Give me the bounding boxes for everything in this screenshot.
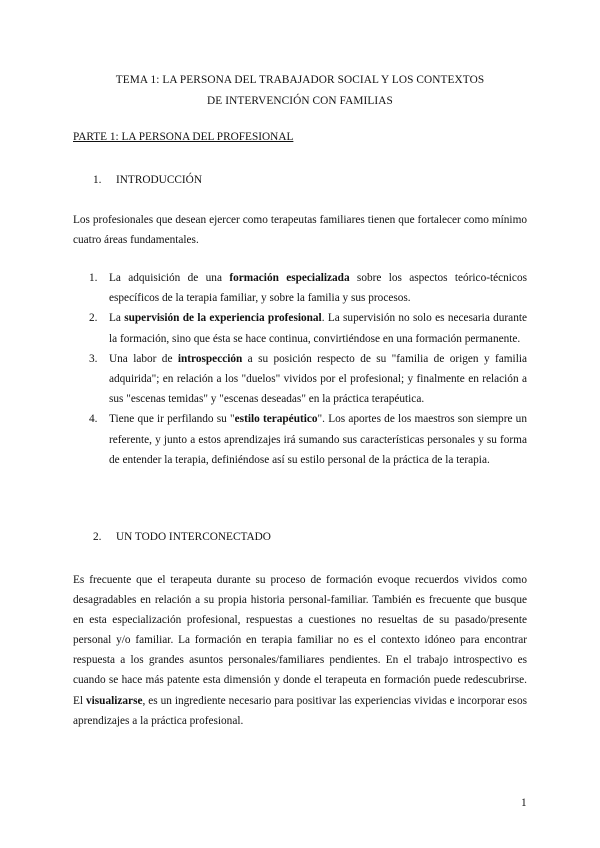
section-number: 2. bbox=[93, 531, 102, 543]
paragraph-bold: visualizarse bbox=[86, 694, 143, 707]
list-item-text: sobre los aspectos teórico-técnicos específicos de la terapia familiar, y sobre la familia y sus procesos. bbox=[109, 272, 527, 305]
document-title bbox=[73, 70, 527, 112]
list-item bbox=[89, 349, 527, 410]
section-label: INTRODUCCIÓN bbox=[116, 174, 202, 186]
list-item-bold: formación especializada bbox=[229, 272, 350, 284]
document-page bbox=[73, 0, 527, 848]
intro-paragraph: Los profesionales que desean ejercer como terapeutas familiares tienen que fortalecer como mínimo cuatro áreas fundamentales. bbox=[73, 214, 527, 247]
section-label: UN TODO INTERCONECTADO bbox=[116, 531, 271, 543]
list-item-number: 2. bbox=[89, 312, 98, 325]
list-item-text: a su posición respecto de su "familia de origen y familia adquirida"; en relación a los "duelos" vividos por el profesional; y finalmente en relación a sus "escenas temidas" y "escenas deseadas" en la práctica terapéutica. bbox=[109, 352, 527, 406]
list-item-bold: supervisión de la experiencia profesional bbox=[124, 312, 322, 325]
list-item-text: Tiene que ir perfilando su " bbox=[109, 413, 235, 426]
part-heading: PARTE 1: LA PERSONA DEL PROFESIONAL bbox=[73, 131, 294, 143]
list-item-text: Una labor de bbox=[109, 352, 178, 365]
list-item-text: La adquisición de una bbox=[109, 272, 230, 284]
list-item-text: La bbox=[109, 312, 125, 325]
list-item-number: 1. bbox=[89, 272, 98, 284]
body-paragraph bbox=[73, 570, 527, 731]
paragraph-text: Es frecuente que el terapeuta durante su proceso de formación evoque recuerdos vividos como desagradables en relación a su propia historia personal-familiar. También es frecuente que busque en esta especialización profesional, respuestas a cuestiones no resueltas de su pasado/presente personal y/o familiar. La formación en terapia familiar no es el contexto idóneo para encontrar respuesta a los grandes asuntos personales/familiares pendientes. En el trabajo introspectivo es cuando se hace más patente esta dimensión y donde el terapeuta en formación puede redescubrirse. El bbox=[73, 574, 527, 707]
list-item-number: 3. bbox=[89, 352, 98, 365]
title-line-2: DE INTERVENCIÓN CON FAMILIAS bbox=[207, 95, 393, 107]
section-heading-introduccion bbox=[93, 174, 202, 186]
list-item bbox=[89, 308, 527, 348]
list-item bbox=[89, 268, 527, 308]
list-item bbox=[89, 409, 527, 470]
title-line-1: TEMA 1: LA PERSONA DEL TRABAJADOR SOCIAL Y LOS CONTEXTOS bbox=[115, 74, 485, 86]
list-item-text: ". Los aportes de los maestros son siempre un referente, y junto a estos aprendizajes irá sumando sus características personales y su forma de entender la terapia, definiéndose así su estilo personal de la práctica de la terapia. bbox=[109, 413, 527, 466]
list-item-bold: estilo terapéutico bbox=[234, 413, 318, 426]
section-heading-todo-interconectado bbox=[93, 531, 271, 543]
page-number: 1 bbox=[521, 797, 527, 809]
paragraph-text: , es un ingrediente necesario para positivar las experiencias vividas e incorporar esos aprendizajes a la práctica profesional. bbox=[73, 694, 527, 727]
list-item-bold: introspección bbox=[177, 352, 243, 365]
list-item-number: 4. bbox=[89, 413, 98, 426]
areas-list bbox=[89, 268, 527, 470]
list-item-text: . La supervisión no solo es necesaria durante la formación, sino que ésta se hace continua, convirtiéndose en una formación permanente. bbox=[109, 312, 528, 345]
section-number: 1. bbox=[93, 174, 102, 186]
